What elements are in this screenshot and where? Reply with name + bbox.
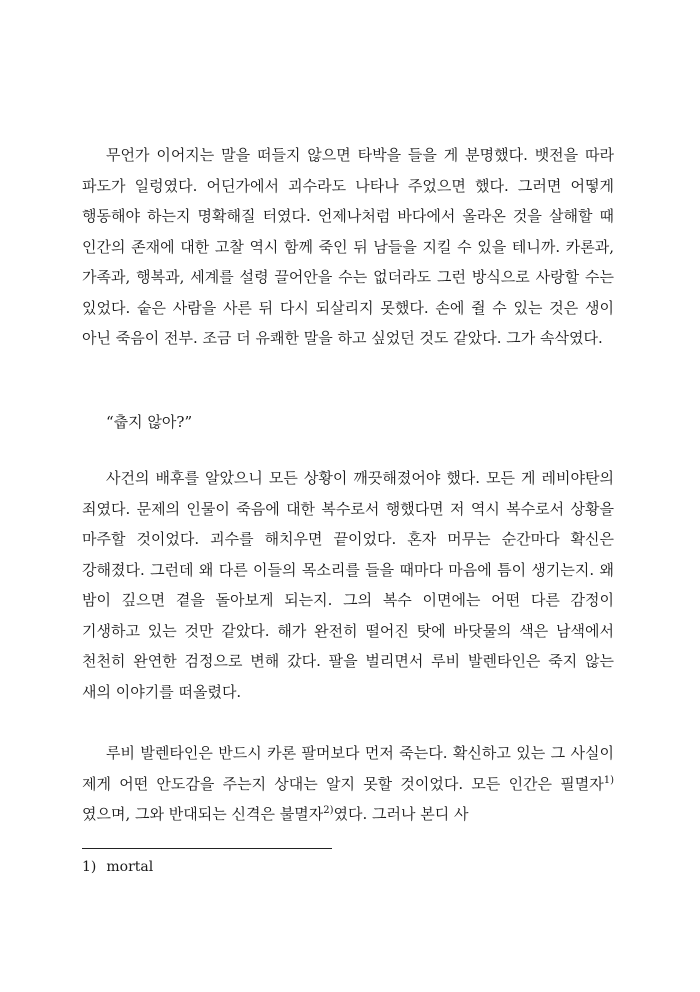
paragraph-text: 루비 발렌타인은 반드시 카론 팔머보다 먼저 죽는다. 확신하고 있는 그 사실이 제게 어떤 안도감을 주는지 상대는 알지 못할 것이었다. 모든 인간은 필멸자 [82,744,614,793]
dialogue-line: “춥지 않아?” [106,413,193,431]
paragraph-text: 였다. 그러나 본디 사 [333,805,469,823]
paragraph: 사건의 배후를 알았으니 모든 상황이 깨끗해졌어야 했다. 모든 게 레비야탄의 죄였다. 문제의 인물이 죽음에 대한 복수로서 행했다면 저 역시 복수로서 상황을 마주할 것이었다. 괴수를 해치우면 끝이었다. 혼자 머무는 순간마다 확신은 강해졌다. 그런데 왜 다른 이들의 목소리를 들을 때마다 마음에 틈이 생기는지. 왜 밤이 깊으면 곁을 돌아보게 되는지. 그의 복수 이면에는 어떤 다른 감정이 기생하고 있는 것만 같았다. 해가 완전히 떨어진 탓에 바닷물의 색은 남색에서 천천히 완연한 검정으로 변해 갔다. 팔을 벌리면서 루비 발렌타인은 죽지 않는 새의 이야기를 떠올렸다. [82,469,614,701]
paragraph-text: 였으며, 그와 반대되는 신격은 불멸자 [82,805,324,823]
footnote-number: 1) [82,859,97,875]
footnote-reference[interactable]: 2) [323,805,334,816]
footnote [82,858,153,876]
footnote-text: mortal [106,859,154,875]
paragraph: 무언가 이어지는 말을 떠들지 않으면 타박을 들을 게 분명했다. 뱃전을 따라 파도가 일렁였다. 어딘가에서 괴수라도 나타나 주었으면 했다. 그러면 어떻게 행동해야 하는지 명확해질 터였다. 언제나처럼 바다에서 올라온 것을 살해할 때 인간의 존재에 대한 고찰 역시 함께 죽인 뒤 남들을 지킬 수 있을 테니까. 카론과, 가족과, 행복과, 세계를 설령 끌어안을 수는 없더라도 그런 방식으로 사랑할 수는 있었다. 숱은 사람을 사른 뒤 다시 되살리지 못했다. 손에 쥘 수 있는 것은 생이 아닌 죽음이 전부. 조금 더 유쾌한 말을 하고 싶었던 것도 같았다. 그가 속삭였다. [82,146,614,347]
footnote-reference[interactable]: 1) [603,774,614,786]
footnote-divider [82,848,332,849]
paragraph [82,738,614,830]
